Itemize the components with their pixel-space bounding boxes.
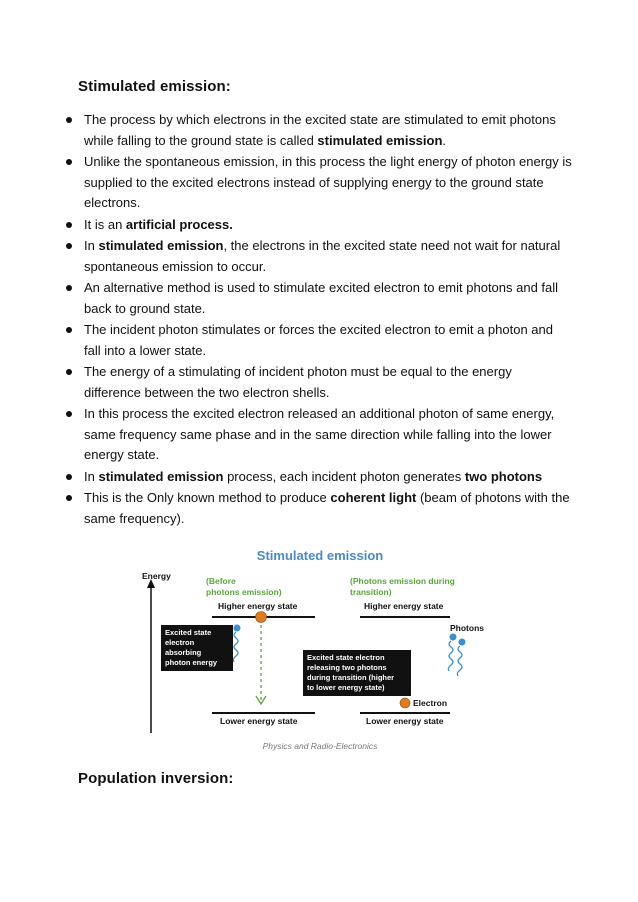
emitted-photon-wave-2 [457, 646, 462, 676]
bullet-text: It is an [84, 216, 126, 232]
energy-axis-label: Energy [142, 571, 171, 581]
incident-photon-wave [233, 632, 238, 662]
bullet-item [62, 404, 572, 466]
bullet-text: An alternative method is used to stimulate excited electron to emit photons and fall back to ground state. [84, 280, 559, 316]
bullet-bold-text: coherent light [330, 490, 417, 505]
bullet-bold-text: two photons [464, 468, 543, 484]
bullet-item [62, 362, 572, 403]
bullet-item [62, 152, 572, 214]
figure-credit: Physics and Radio-Electronics [262, 741, 378, 751]
stimulated-emission-heading: Stimulated emission: [78, 78, 231, 95]
bullet-text: , the electrons in the excited state need not wait for natural spontaneous emission to occur. [84, 238, 561, 274]
bullet-text: The incident photon stimulates or forces the excited electron to emit a photon and fall into a lower state. [84, 322, 553, 358]
bullet-text: In [84, 238, 99, 253]
before-emission-label: (Before photons emission) [206, 576, 282, 597]
bullet-item [62, 488, 572, 529]
bullet-bold-text: stimulated emission [317, 132, 443, 148]
higher-state-left-label: Higher energy state [218, 601, 298, 611]
bullet-item [62, 215, 572, 236]
bullet-bold-text: artificial process. [125, 216, 233, 232]
population-inversion-heading: Population inversion: [78, 770, 234, 787]
emitted-photon-2 [459, 639, 466, 646]
bullet-bold-text: stimulated emission [98, 238, 224, 253]
lower-state-left-label: Lower energy state [220, 716, 298, 726]
electron-label: Electron [413, 698, 448, 708]
bullet-text: process, each incident photon generates [223, 468, 465, 484]
bullet-text: This is the Only known method to produce [84, 490, 331, 505]
emitted-photon-1 [450, 634, 457, 641]
photons-label: Photons [450, 623, 484, 633]
bullet-text: . [442, 132, 447, 148]
bullet-item [62, 236, 572, 277]
bullet-bold-text: stimulated emission [98, 468, 224, 484]
electron-excited [256, 612, 267, 623]
figure-title: Stimulated emission [256, 548, 384, 563]
during-emission-label: (Photons emission during transition) [350, 576, 455, 597]
bullet-text: (beam of photons with the same frequency). [84, 490, 570, 526]
bullet-text: In [84, 468, 99, 484]
bullet-text: Unlike the spontaneous emission, in this process the light energy of photon energy is supplied to the excited electrons instead of supplying energy to the ground state electrons. [84, 154, 572, 210]
bullet-text: The process by which electrons in the excited state are stimulated to emit photons while falling to the ground state is called [84, 112, 556, 148]
stimulated-emission-figure [140, 545, 500, 755]
lower-state-right-label: Lower energy state [366, 716, 444, 726]
bullet-text: In this process the excited electron released an additional photon of same energy, same frequency same phase and in the same direction while falling into the lower energy state. [84, 406, 555, 462]
absorbing-annotation-box: Excited state electron absorbing photon energy [161, 625, 233, 671]
incident-photon [234, 625, 241, 632]
releasing-annotation-box: Excited state electron releasing two photons during transition (higher to lower energy state) [303, 650, 411, 696]
bullet-list [62, 110, 572, 530]
electron-ground [400, 698, 410, 708]
emitted-photon-wave-1 [448, 641, 453, 671]
bullet-item [62, 110, 572, 151]
bullet-item [62, 467, 572, 488]
bullet-item [62, 320, 572, 361]
higher-state-right-label: Higher energy state [364, 601, 444, 611]
bullet-text: The energy of a stimulating of incident photon must be equal to the energy difference between the two electron shells. [84, 364, 512, 400]
bullet-item [62, 278, 572, 319]
